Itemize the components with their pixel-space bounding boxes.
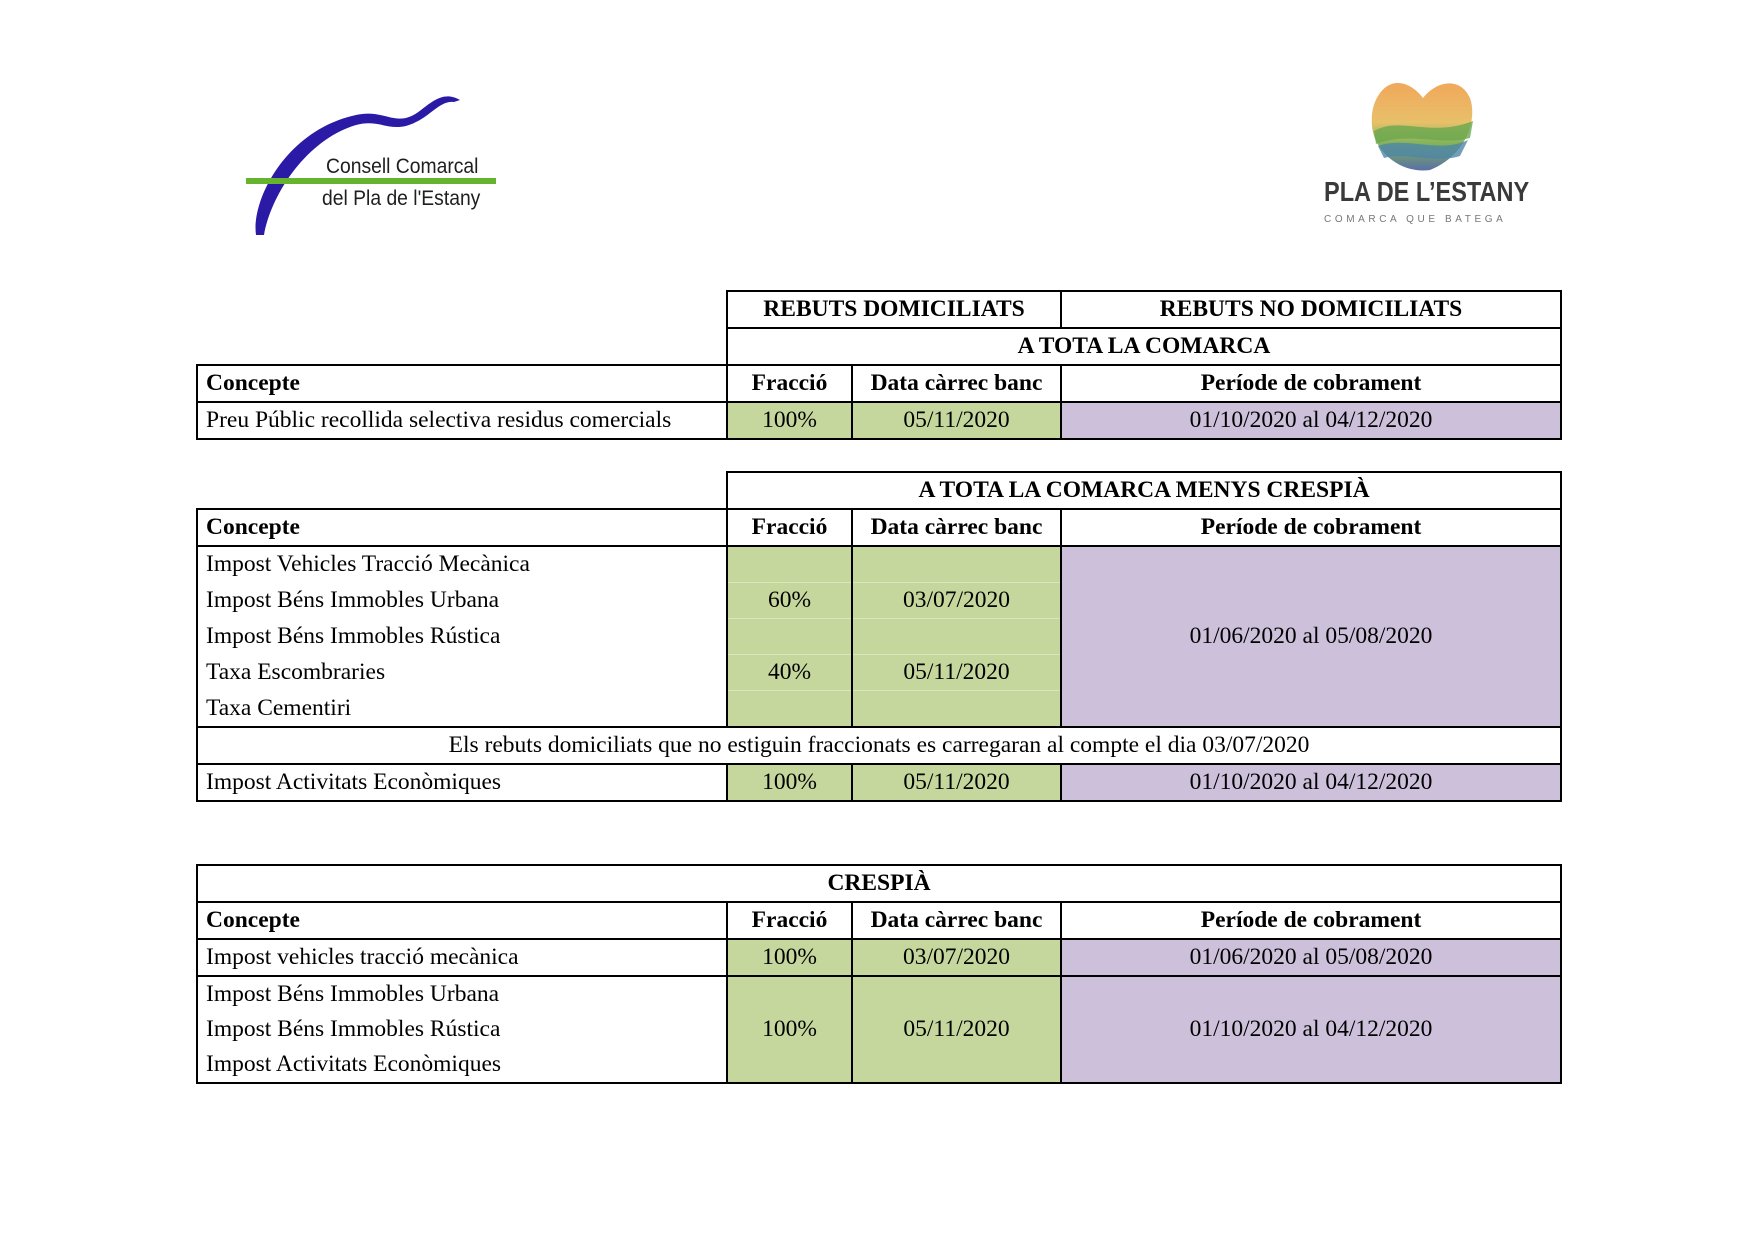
column-header-concepte: Concepte <box>197 509 727 546</box>
landscape-logo-icon <box>1370 76 1476 174</box>
table-row <box>197 291 1561 328</box>
column-header-periode: Període de cobrament <box>1061 902 1561 939</box>
table-row <box>197 472 1561 509</box>
data-cell: 03/07/2020 <box>852 583 1061 619</box>
periode-cell: 01/10/2020 al 04/12/2020 <box>1061 402 1561 439</box>
scope-heading: CRESPIÀ <box>197 865 1561 902</box>
table-row <box>197 865 1561 902</box>
table-row <box>197 764 1561 801</box>
fraccio-cell: 100% <box>727 939 852 976</box>
logo-line-2: del Pla de l'Estany <box>322 187 481 210</box>
fraccio-cell <box>727 546 852 583</box>
concept-cell: Impost Béns Immobles Urbana <box>197 583 727 619</box>
table-crespia <box>196 864 1562 1084</box>
fraccio-cell: 40% <box>727 655 852 691</box>
concept-cell: Impost Béns Immobles Rústica <box>197 619 727 655</box>
note-row: Els rebuts domiciliats que no estiguin fraccionats es carregaran al compte el dia 03/07/2020 <box>197 727 1561 764</box>
fraccio-cell: 100% <box>727 764 852 801</box>
table-menys-crespia <box>196 471 1562 802</box>
column-header-data: Data càrrec banc <box>852 509 1061 546</box>
data-cell: 05/11/2020 <box>852 655 1061 691</box>
table-row <box>197 976 1561 1012</box>
data-cell <box>852 619 1061 655</box>
table-row <box>197 727 1561 764</box>
fraccio-cell <box>727 691 852 728</box>
concept-cell: Preu Públic recollida selectiva residus comercials <box>197 402 727 439</box>
fraccio-cell: 60% <box>727 583 852 619</box>
concept-cell: Impost Béns Immobles Urbana <box>197 976 727 1012</box>
concept-cell: Impost Activitats Econòmiques <box>197 1047 727 1083</box>
concept-cell: Impost Activitats Econòmiques <box>197 764 727 801</box>
consell-comarcal-logo <box>246 90 506 240</box>
header-rebuts-no-domiciliats: REBUTS NO DOMICILIATS <box>1061 291 1561 328</box>
periode-cell: 01/10/2020 al 04/12/2020 <box>1061 976 1561 1083</box>
periode-cell: 01/06/2020 al 05/08/2020 <box>1061 546 1561 727</box>
periode-cell: 01/10/2020 al 04/12/2020 <box>1061 764 1561 801</box>
column-header-concepte: Concepte <box>197 902 727 939</box>
table-row <box>197 939 1561 976</box>
data-cell <box>852 691 1061 728</box>
column-header-fraccio: Fracció <box>727 365 852 402</box>
column-header-periode: Període de cobrament <box>1061 509 1561 546</box>
table-row <box>197 402 1561 439</box>
column-header-periode: Període de cobrament <box>1061 365 1561 402</box>
column-header-concepte: Concepte <box>197 365 727 402</box>
logo-tagline: COMARCA QUE BATEGA <box>1324 214 1507 225</box>
concept-cell: Impost Béns Immobles Rústica <box>197 1012 727 1047</box>
fraccio-cell <box>727 619 852 655</box>
data-cell: 03/07/2020 <box>852 939 1061 976</box>
column-header-fraccio: Fracció <box>727 509 852 546</box>
data-cell <box>852 546 1061 583</box>
header-rebuts-domiciliats: REBUTS DOMICILIATS <box>727 291 1061 328</box>
scope-heading: A TOTA LA COMARCA MENYS CRESPIÀ <box>727 472 1561 509</box>
concept-cell: Impost vehicles tracció mecànica <box>197 939 727 976</box>
column-header-data: Data càrrec banc <box>852 902 1061 939</box>
concept-cell: Taxa Cementiri <box>197 691 727 728</box>
concept-cell: Taxa Escombraries <box>197 655 727 691</box>
scope-heading: A TOTA LA COMARCA <box>727 328 1561 365</box>
table-header-row <box>197 509 1561 546</box>
data-cell: 05/11/2020 <box>852 764 1061 801</box>
column-header-data: Data càrrec banc <box>852 365 1061 402</box>
data-cell: 05/11/2020 <box>852 402 1061 439</box>
table-row <box>197 328 1561 365</box>
table-header-row <box>197 902 1561 939</box>
fraccio-cell: 100% <box>727 402 852 439</box>
logo-line-1: Consell Comarcal <box>326 155 479 178</box>
fraccio-cell: 100% <box>727 976 852 1083</box>
logo-title: PLA DE L’ESTANY <box>1324 176 1530 207</box>
periode-cell: 01/06/2020 al 05/08/2020 <box>1061 939 1561 976</box>
table-row <box>197 546 1561 583</box>
pla-de-lestany-logo <box>1310 70 1530 240</box>
column-header-fraccio: Fracció <box>727 902 852 939</box>
data-cell: 05/11/2020 <box>852 976 1061 1083</box>
table-header-row <box>197 365 1561 402</box>
table-a-tota-la-comarca <box>196 290 1562 440</box>
concept-cell: Impost Vehicles Tracció Mecànica <box>197 546 727 583</box>
